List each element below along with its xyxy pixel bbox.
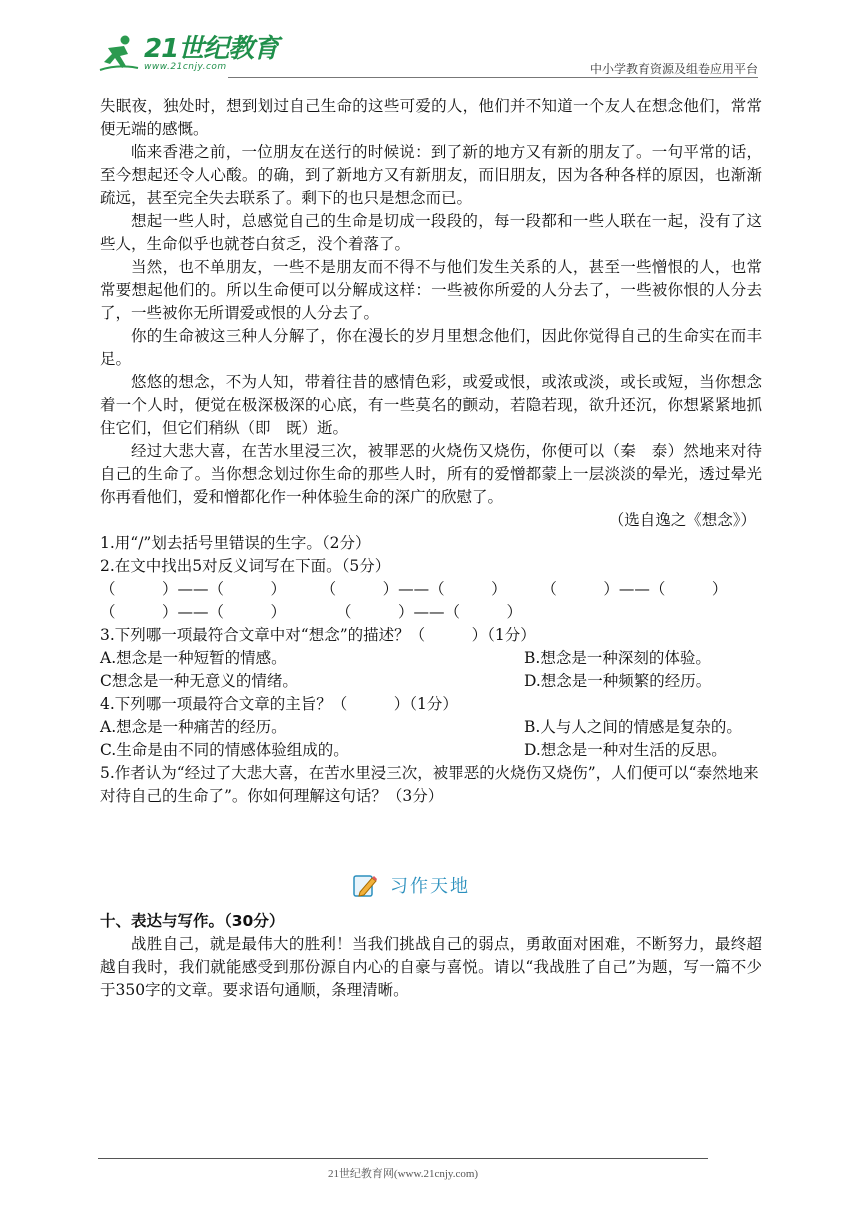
writing-section — [100, 910, 762, 1002]
writing-section-banner — [352, 872, 470, 898]
option-c[interactable]: C.生命是由不同的情感体验组成的。 — [100, 741, 349, 759]
writing-title: 十、表达与写作。（30分） — [100, 912, 285, 930]
logo-url: www.21cnjy.com — [144, 62, 227, 72]
passage-paragraph: 当然，也不单朋友，一些不是朋友而不得不与他们发生关系的人，甚至一些憎恨的人，也常常要想起他们的。所以生命便可以分解成这样：一些被你所爱的人分去了，一些被你恨的人分去了，一些被你无所谓爱或恨的人分去了。 — [100, 258, 762, 322]
reading-section — [100, 95, 762, 808]
option-d[interactable]: D.想念是一种对生活的反思。 — [524, 741, 727, 759]
antonym-blank-row — [100, 601, 762, 624]
section-banner-title: 习作天地 — [390, 876, 470, 897]
passage-paragraph: 你的生命被这三种人分解了，你在漫长的岁月里想念他们，因此你觉得自己的生命实在而丰足。 — [100, 327, 762, 368]
antonym-blank[interactable]: （ ）——（ ） — [100, 580, 287, 598]
option-row — [100, 739, 762, 762]
question-5: 5.作者认为“经过了大悲大喜，在苦水里浸三次，被罪恶的火烧伤又烧伤”，人们便可以“泰然地来对待自己的生命了”。你如何理解这句话？（3分） — [100, 764, 759, 805]
option-row — [100, 716, 762, 739]
antonym-blank[interactable]: （ ）——（ ） — [541, 580, 728, 598]
footer-divider — [98, 1158, 708, 1159]
option-c[interactable]: C想念是一种无意义的情绪。 — [100, 672, 298, 690]
question-4: 4.下列哪一项最符合文章的主旨？（ ）（1分） — [100, 695, 458, 713]
antonym-blank[interactable]: （ ）——（ ） — [320, 580, 507, 598]
pencil-icon — [352, 872, 378, 898]
option-a[interactable]: A.想念是一种痛苦的经历。 — [100, 718, 287, 736]
option-b[interactable]: B.人与人之间的情感是复杂的。 — [524, 718, 742, 736]
passage-paragraph: 临来香港之前，一位朋友在送行的时候说：到了新的地方又有新的朋友了。一句平常的话，至今想起还令人心酸。的确，到了新地方又有新朋友，而旧朋友，因为各种各样的原因，也渐渐疏远，甚至完全失去联系了。剩下的也只是想念而已。 — [100, 143, 762, 207]
page-footer[interactable]: 21世纪教育网(www.21cnjy.com) — [327, 1168, 479, 1180]
writing-prompt: 战胜自己，就是最伟大的胜利！当我们挑战自己的弱点，勇敢面对困难，不断努力，最终超越自我时，我们就能感受到那份源自内心的自豪与喜悦。请以“我战胜了自己”为题，写一篇不少于350字的文章。要求语句通顺，条理清晰。 — [100, 935, 762, 999]
question-3: 3.下列哪一项最符合文章中对“想念”的描述？（ ）（1分） — [100, 626, 536, 644]
logo-title: 21世纪教育 — [144, 34, 279, 64]
option-row — [100, 670, 762, 693]
passage-paragraph: 失眠夜，独处时，想到划过自己生命的这些可爱的人，他们并不知道一个友人在想念他们，常常便无端的感慨。 — [100, 97, 762, 138]
option-b[interactable]: B.想念是一种深刻的体验。 — [524, 649, 711, 667]
question-1: 1.用“/”划去括号里错误的生字。（2分） — [100, 534, 371, 552]
antonym-blank-row — [100, 578, 762, 601]
runner-logo-icon — [98, 34, 140, 74]
platform-name: 中小学教育资源及组卷应用平台 — [589, 62, 758, 76]
passage-paragraph: 悠悠的想念，不为人知，带着往昔的感情色彩，或爱或恨，或浓或淡，或长或短，当你想念着一个人时，便觉在极深极深的心底，有一些莫名的颤动，若隐若现，欲升还沉，你想紧紧地抓住它们，但它们稍纵（即 既）逝。 — [100, 373, 762, 437]
option-d[interactable]: D.想念是一种频繁的经历。 — [524, 672, 712, 690]
site-logo[interactable] — [98, 34, 278, 74]
passage-source: （选自逸之《想念》） — [608, 511, 756, 529]
option-row — [100, 647, 762, 670]
header-divider — [228, 77, 758, 78]
antonym-blank[interactable]: （ ）——（ ） — [100, 603, 287, 621]
antonym-blank[interactable]: （ ）——（ ） — [336, 603, 523, 621]
question-2: 2.在文中找出5对反义词写在下面。（5分） — [100, 557, 391, 575]
passage-paragraph: 想起一些人时，总感觉自己的生命是切成一段段的，每一段都和一些人联在一起，没有了这些人，生命似乎也就苍白贫乏，没个着落了。 — [100, 212, 762, 253]
page-header — [98, 30, 758, 78]
passage-paragraph: 经过大悲大喜，在苦水里浸三次，被罪恶的火烧伤又烧伤，你便可以（秦 泰）然地来对待自己的生命了。当你想念划过你生命的那些人时，所有的爱憎都蒙上一层淡淡的晕光，透过晕光你再看他们，爱和憎都化作一种体验生命的深广的欣慰了。 — [100, 442, 762, 506]
option-a[interactable]: A.想念是一种短暂的情感。 — [100, 649, 287, 667]
